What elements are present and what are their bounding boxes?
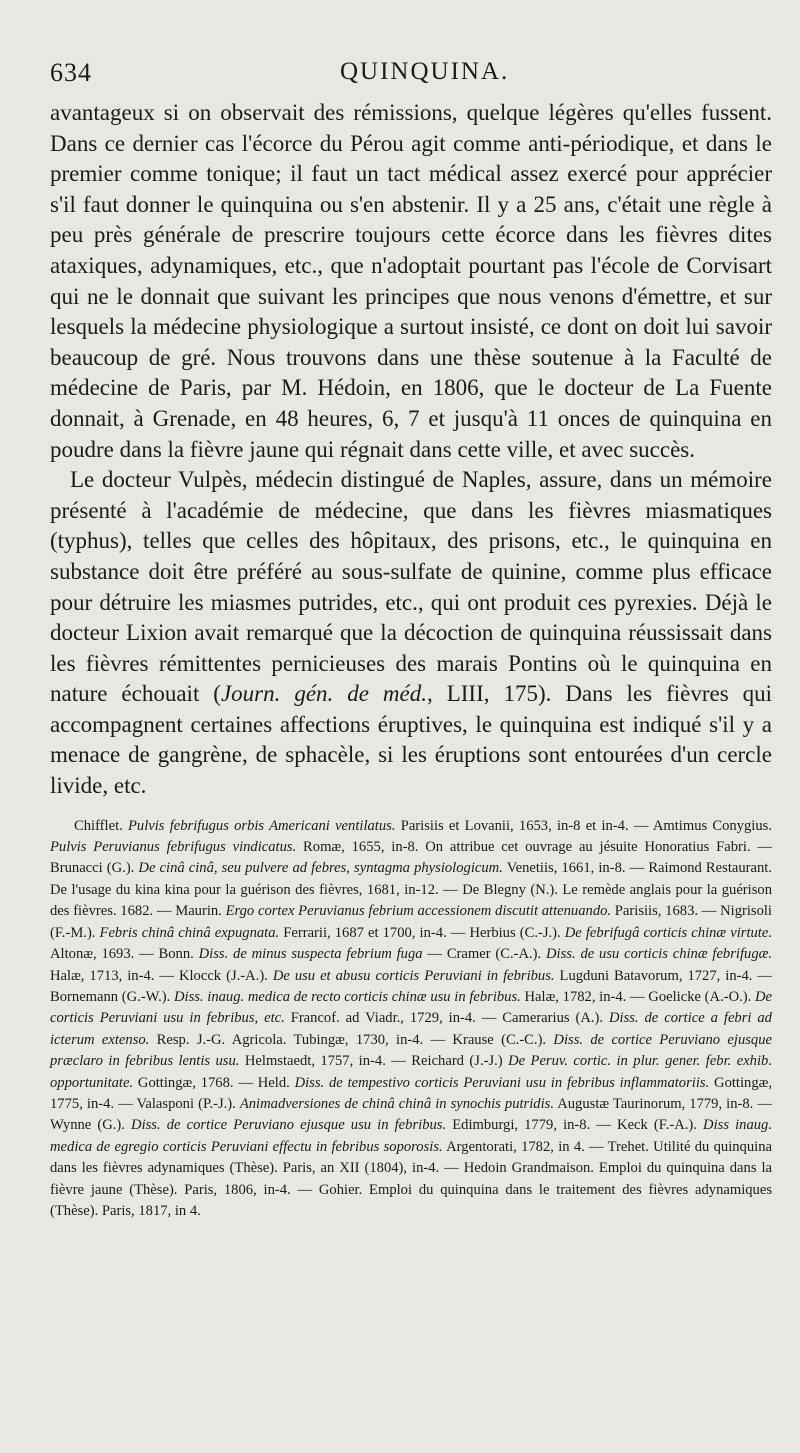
bibliography-title: Diss. de minus suspecta febrium fuga	[198, 946, 423, 963]
bibliography-title: De febrifugâ corticis chinæ virtute.	[564, 924, 772, 941]
main-text	[50, 98, 772, 802]
bibliography-text: Resp. J.-G. Agricola. Tubingæ, 1730, in-4. — Krause (C.-C.).	[149, 1031, 554, 1048]
bibliography-text: Argentorati, 1782, in 4. — Trehet. Utilité du quinquina dans les fièvres adynamiques (Thèse). Paris, an XII (1804), in-4. — Hedoin Grandmaison. Emploi du quinquina dans la fièvre jaune (Thèse). Paris, 1806, in-4. — Gohier. Emploi du quinquina dans le traitement des fièvres adynamiques (Thèse). Paris, 1817, in 4.	[50, 1138, 772, 1219]
bibliography-text: Venetiis, 1661, in-8. — Raimond Restaurant. De l'usage du kina kina pour la guérison des fièvres, 1681, in-12. — De Blegny (N.). Le remède anglais pour la guérison des fièvres. 1682. — Maurin.	[50, 860, 772, 920]
bibliography-text: Halæ, 1782, in-4. — Goelicke (A.-O.).	[520, 988, 755, 1005]
bibliography-title: De cinâ cinâ, seu pulvere ad febres, syntagma physiologicum.	[138, 860, 503, 877]
journal-reference: Journ. gén. de méd.	[220, 681, 427, 707]
bibliography-title: Diss. de cortice Peruviano ejusque usu in febribus.	[131, 1117, 447, 1134]
bibliography-title: Diss. de cortice a febri ad icterum extenso.	[50, 1010, 772, 1048]
bibliography-title: De Peruv. cortic. in plur. gener. febr. exhib. opportunitate.	[50, 1053, 772, 1091]
paragraph-1: avantageux si on observait des rémissions, quelque légères qu'elles fussent. Dans ce dernier cas l'écorce du Pérou agit comme anti-périodique, et dans le premier comme tonique; il faut un tact médical assez exercé pour apprécier s'il faut donner le quinquina ou s'en abstenir. Il y a 25 ans, c'était une règle à peu près générale de prescrire toujours cette écorce dans les fièvres dites ataxiques, adynamiques, etc., que n'adoptait pourtant pas l'école de Corvisart qui ne le donnait que suivant les principes que nous venons d'émettre, et sur lesquels la médecine physiologique a surtout insisté, ce dont on doit lui savoir beaucoup de gré. Nous trouvons dans une thèse soutenue à la Faculté de médecine de Paris, par M. Hédoin, en 1806, que le docteur de La Fuente donnait, à Grenade, en 48 heures, 6, 7 et jusqu'à 11 onces de quinquina en poudre dans la fièvre jaune qui régnait dans cette ville, et avec succès.	[50, 100, 772, 462]
paragraph-2-text-a: Le docteur Vulpès, médecin distingué de Naples, assure, dans un mémoire présenté à l'académie de médecine, que dans les fièvres miasmatiques (typhus), telles que celles des hôpitaux, des prisons, etc., le quinquina en substance doit être préféré au sous-sulfate de quinine, comme plus efficace pour détruire les miasmes putrides, etc., qui ont produit ces pyrexies. Déjà le docteur Lixion avait remarqué que la décoction de quinquina réussissait dans les fièvres rémittentes pernicieuses des marais Pontins où le quinquina en nature échouait (	[50, 467, 772, 707]
bibliography-title: Pulvis febrifugus orbis Americani ventilatus.	[128, 817, 396, 834]
bibliography-text: Augustæ Taurinorum, 1779, in-8. — Wynne (G.).	[50, 1095, 772, 1134]
bibliography-text: Helmstaedt, 1757, in-4. — Reichard (J.-J.)	[239, 1053, 509, 1070]
bibliography-text: — Cramer (C.-A.).	[422, 946, 547, 963]
bibliography-note	[50, 816, 772, 1223]
bibliography-text: Lugduni Batavorum, 1727, in-4. — Bornemann (G.-W.).	[50, 967, 773, 1005]
bibliography-title: Febris chinâ chinâ expugnata.	[99, 924, 280, 941]
bibliography-title: Pulvis Peruvianus febrifugus vindicatus.	[50, 839, 297, 856]
bibliography-text: Gottingæ, 1768. — Held.	[133, 1074, 295, 1091]
bibliography-text: Chifflet.	[74, 817, 128, 834]
bibliography-title: Diss. de cortice Peruviano ejusque præclaro in febribus lentis usu.	[50, 1031, 773, 1070]
bibliography-text: Halæ, 1713, in-4. — Klocck (J.-A.).	[50, 967, 273, 984]
bibliography-title: De corticis Peruviani usu in febribus, etc.	[50, 988, 773, 1027]
bibliography-title: Ergo cortex Peruvianus febrium accessionem discutit attenuando.	[225, 903, 612, 920]
page-header	[50, 58, 772, 98]
paragraph-2	[50, 465, 772, 802]
bibliography-title: Diss inaug. medica de egregio corticis Peruviani effectu in febribus soporosis.	[50, 1117, 772, 1155]
bibliography-title: Diss. inaug. medica de recto corticis chinæ usu in febribus.	[173, 988, 521, 1005]
bibliography-title: Animadversiones de chinâ chinâ in synochis putridis.	[239, 1095, 554, 1112]
bibliography-text: Parisiis et Lovanii, 1653, in-8 et in-4. — Amtimus Conygius.	[395, 817, 772, 834]
bibliography-text: Edimburgi, 1779, in-8. — Keck (F.-A.).	[446, 1117, 704, 1134]
running-title: QUINQUINA.	[340, 58, 510, 85]
paragraph-2-text-b: , LIII, 175). Dans les fièvres qui accompagnent certaines affections éruptives, le quinquina est indiqué s'il y a menace de gangrène, de sphacèle, si les éruptions sont entourées d'un cercle livide, etc.	[50, 681, 772, 799]
bibliography-title: Diss. de usu corticis chinæ febrifugæ.	[546, 946, 772, 963]
page-number: 634	[50, 58, 92, 87]
bibliography-text: Ferrarii, 1687 et 1700, in-4. — Herbius (C.-J.).	[279, 924, 565, 941]
bibliography-text: Altonæ, 1693. — Bonn.	[50, 946, 199, 963]
bibliography-title: Diss. de tempestivo corticis Peruviani usu in febribus inflammatoriis.	[294, 1074, 710, 1091]
bibliography-text: Gottingæ, 1775, in-4. — Valasponi (P.-J.).	[50, 1074, 773, 1112]
bibliography-text: Romæ, 1655, in-8. On attribue cet ouvrage au jésuite Honoratius Fabri. — Brunacci (G.).	[50, 839, 772, 877]
bibliography-title: De usu et abusu corticis Peruviani in febribus.	[272, 967, 555, 984]
bibliography-text: Parisiis, 1683. — Nigrisoli (F.-M.).	[50, 903, 772, 941]
bibliography-text: Francof. ad Viadr., 1729, in-4. — Camerarius (A.).	[284, 1010, 609, 1027]
